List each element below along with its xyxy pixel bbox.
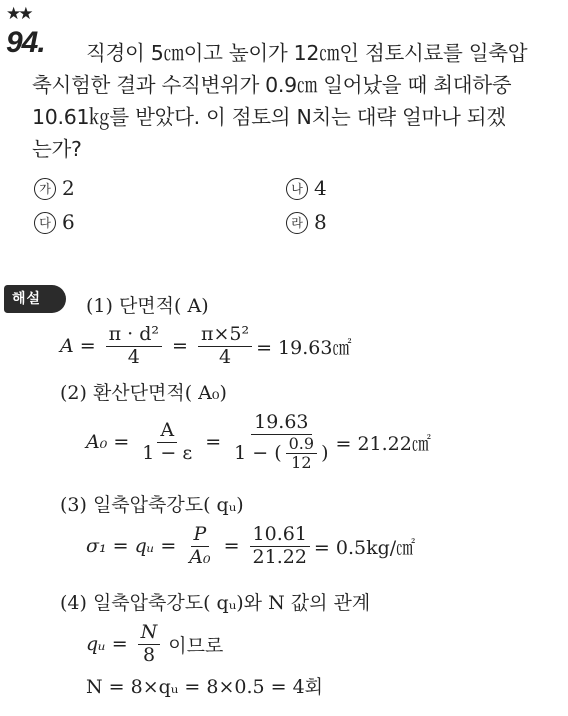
eq2-den-pre: 1 − (: [234, 441, 282, 464]
equation-relation: qᵤ = $\frac{N}{8}$ 이므로: [86, 621, 224, 666]
choice-b-value: 4: [314, 176, 327, 200]
eq2-lhs: A₀: [86, 431, 108, 454]
choice-d-value: 8: [314, 210, 327, 234]
question-line-2: 축시험한 결과 수직변위가 0.9㎝ 일어났을 때 최대하중: [32, 73, 512, 97]
eq1-frac2-den: 4: [218, 345, 232, 368]
choice-a[interactable]: [34, 176, 75, 200]
choice-c-value: 6: [62, 210, 75, 234]
equation-strength: σ₁ = qᵤ = $\frac{P}{\text{A₀}}$ = $\frac{10.61}{21.22}$ = 0.5kg/㎠: [86, 523, 416, 568]
choice-b[interactable]: [286, 176, 327, 200]
eq1-lhs: A: [60, 335, 74, 358]
eq1-frac2-num: π×5²: [198, 324, 252, 347]
eq3-frac1-num: P: [191, 524, 210, 547]
eq3-frac1-den: A₀: [189, 545, 211, 568]
question-line-1: 직경이 5㎝이고 높이가 12㎝인 점토시료를 일축압: [86, 41, 528, 65]
eq1-frac1-num: π · d²: [106, 324, 162, 347]
choice-a-mark: 가: [34, 178, 56, 200]
eq2-frac1-num: A: [157, 420, 177, 443]
choice-b-mark: 나: [286, 178, 308, 200]
difficulty-stars: ★★: [6, 4, 31, 24]
question-number: 94.: [6, 26, 45, 59]
equation-reduced-area: A₀ = $\frac{A}{1 - \varepsilon}$ = 19.63 1 − ( $\frac{0.9}{12}$ ) = 21.22㎠: [86, 411, 431, 473]
step-3-heading: (3) 일축압축강도( qᵤ): [60, 494, 244, 516]
choice-c-mark: 다: [34, 212, 56, 234]
solution-badge: 해설: [4, 285, 66, 313]
eq3-frac2-den: 21.22: [252, 545, 307, 568]
choice-d-mark: 라: [286, 212, 308, 234]
eq2-inner-den: 12: [291, 453, 312, 473]
question-line-3: 10.61㎏를 받았다. 이 점토의 N치는 대략 얼마나 되겠: [32, 105, 506, 129]
eq4-tail: 이므로: [168, 634, 224, 657]
equation-area: A = $\frac{\text{π · d²}}{4}$ = $\frac{\text{π×5²}}{4}$ = 19.63㎠: [60, 323, 352, 368]
eq4-lhs: qᵤ: [86, 633, 106, 656]
eq3-result: = 0.5kg/㎠: [313, 536, 416, 559]
choice-d[interactable]: [286, 210, 327, 234]
eq4-frac-den: 8: [142, 643, 156, 666]
step-2-heading: (2) 환산단면적( A₀): [60, 382, 227, 404]
choice-c[interactable]: [34, 210, 75, 234]
eq2-frac1-den: 1 − ε: [142, 441, 193, 464]
eq2-inner-num: 0.9: [286, 435, 317, 454]
eq2-frac2-num: 19.63: [251, 412, 311, 435]
eq3-lhs: σ₁ = qᵤ: [86, 535, 155, 558]
step-4-heading: (4) 일축압축강도( qᵤ)와 N 값의 관계: [60, 592, 371, 614]
equation-final: N = 8×qᵤ = 8×0.5 = 4회: [86, 676, 324, 698]
step-1-heading: (1) 단면적( A): [86, 295, 209, 317]
choice-a-value: 2: [62, 176, 75, 200]
question-line-4: 는가?: [32, 137, 82, 161]
eq1-frac1-den: 4: [127, 345, 140, 368]
eq3-frac2-num: 10.61: [250, 524, 310, 547]
eq1-result: = 19.63㎠: [256, 336, 352, 359]
eq2-den-post: ): [321, 441, 329, 464]
eq2-result: = 21.22㎠: [335, 432, 431, 455]
eq4-frac-num: N: [138, 622, 161, 645]
